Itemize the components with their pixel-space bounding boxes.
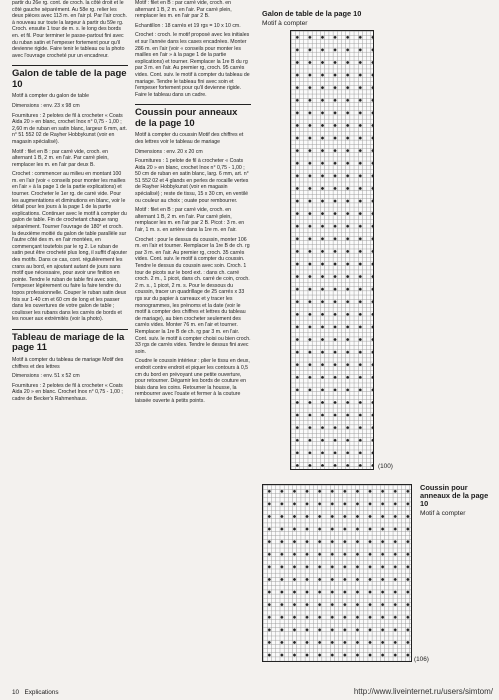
coussin-chart-subtitle: Motif à compter	[420, 510, 466, 517]
watermark-url: http://www.liveinternet.ru/users/simtom/	[353, 687, 493, 696]
tableau-fournitures: Fournitures : 2 pelotes de fil à crocheter « Coats Aida 20 » en blanc. Crochet Inox n° 0,75 - 1,00 ; cadre de Becker's Rahmenhaus.	[12, 382, 123, 402]
galon-motif: Motif à compter du galon de table	[12, 93, 89, 100]
galon-dimensions: Dimensions : env. 23 x 98 cm	[12, 102, 80, 109]
galon-heading: Galon de table de la page 10	[12, 68, 127, 90]
coussin-row-label: (106)	[414, 656, 429, 663]
galon-row-label: (100)	[378, 463, 393, 470]
coussin-coudre: Coudre le coussin intérieur : plier le tissu en deux, endroit contre endroit et piquer les contours à 0,5 cm du bord en prévoyant une petite ouverture, pour retourner. Dégarnir les bords de couture en biais dans les coins. Retourner la housse, la rembourrer avec l'ouate et fermer à la couture laissée ouverte à petits points.	[135, 358, 250, 404]
tableau-echantillon: Echantillon : 18 carrés et 19 rgs = 10 x 10 cm.	[135, 22, 241, 29]
coussin-fournitures: Fournitures : 1 pelote de fil à crocheter « Coats Aida 20 » en blanc, crochet Inox n° 0,75 - 1,00 ; 50 cm de ruban en satin blanc, larg. 6 mm, art. n° 51 552 02 et 4 glands en perles de rocaille vertes de Rayher Hobbykunst (voir en magasin spécialisé) ; reste de tissu, 15 x 30 cm, en ventilé ou couleur au choix ; ouate pour rembourrer.	[135, 158, 249, 204]
tableau-motif: Motif à compter du tableau de mariage Motif des chiffres et des lettres	[12, 356, 124, 370]
intro-text: partir du 26e rg. cont. de croch. la côté droit et le côté gauche séparément. Au 58e rg. relier les deux pièces avec 113 m. en l'air pl. Par l'air croch. à nouveau sur toute la largeur à partir du 59e rg. Croch. ensuite 1 tour de m. s. le long des bords en. et fil. Pour terminer le passe-partout fini avec du ruban satin et l'empeser fortement pour qu'il devienne rigide. Faire tenir le tableau ou la photo avec l'ouvrage crocheté pur un encadreur.	[12, 0, 127, 59]
coussin-heading: Coussin pour anneaux de la page 10	[135, 107, 238, 129]
section-divider	[12, 65, 128, 66]
galon-chart-title: Galon de table de la page 10	[262, 9, 362, 18]
coussin-dimensions: Dimensions : env. 20 x 20 cm	[135, 148, 203, 155]
page-number: 10	[12, 689, 20, 696]
galon-chart-grid	[290, 30, 374, 470]
galon-crochet: Crochet : commencer au milieu en montant 100 m. en l'air (voir « conseils pour monter les mailles en l'air » à la page 1 de la partie explications) et tourner. Crocheter le 1er rg. de carré vide. Pour les augmentations et diminutions en blanc, voir le détail pour les jours à la page 1 de la partie explications. Continuer avec le motif à compter du galon de table. Fin de crochetant chaque rang séparément. Tourner l'ouvrage de 180° et croch. la deuxième moitié du galon de table parallèle sur l'autre côté des m. en l'air montées, en commençant toutefois par le rg 2. Le ruban de satin peut être crocheté plus long, il suffit d'ajouter des motifs. Dans ce cas, cont. régulièrement les crans au bord, en ajoutant autant de jours sans motif que nécessaire, pour avoir une finition en pointe. Tendre le ruban de table fini avec soin, l'empeser légèrement ou faire la faire tendre du topos professionnelle. Couper le ruban satin deux fois sur 1-40 cm et 60 cm de long et les passer dans les ouvertures de votre galon de table ; coulisser les rubans dans les carrés de bords et les nouer aux extrémités (voir la photo).	[12, 171, 128, 323]
coussin-chart-title: Coussin pour anneaux de la page 10	[420, 483, 489, 509]
tableau-crochet: Crochet : croch. le motif proposé avec les initiales et sur l'année dans les cases encadrées. Monter 286 m. en l'air (voir « conseils pour monter les mailles en l'air » à la page 1 de la partie explications) et tourner. Remplacer la 1re B du rg par 3 m. en l'air. Au premier rg, croch. 95 carrés vides. Cont. suiv. le motif à compter du tableau de mariage. Tendre le tableau fini avec soin et l'empeser fortement pour qu'il devienne rigide. Faire le tableau dans un cadre.	[135, 32, 250, 98]
section-label: Explications	[24, 689, 59, 696]
galon-fournitures: Fournitures : 2 pelotes de fil à crocheter « Coats Aida 20 » en blanc, crochet Inox n° 0,75 - 1,00 ; 2,60 m de ruban en satin blanc, largeur 6 mm, art. n° 51 552 02 de Rayher Hobbykunst (voir en magasin spécialisé).	[12, 112, 128, 145]
coussin-motif-detail: Motif : filet en B : par carré vide, croch. en alternant 1 B, 2 m. en l'air. Par carré plein, remplacer les m. en l'air par 2 B. Picot : 3 m. en l'air, 1 m. s. en arrière dans la 1re m. en l'air.	[135, 207, 245, 234]
tableau-motif-detail: Motif : filet en B : par carré vide, croch. en alternant 1 B, 2 m. en l'air. Par carré plein, remplacer les m. en l'air par 2 B.	[135, 0, 232, 20]
section-divider	[135, 104, 251, 105]
middle-column	[135, 0, 251, 407]
section-divider	[12, 329, 128, 330]
galon-motif-detail: Motif : filet en B : par carré vide, croch. en alternant 1 B, 2 m. en l'air. Par carré plein, remplacer les m. en l'air par deux B.	[12, 148, 109, 168]
page-footer	[12, 689, 59, 696]
coussin-crochet: Crochet : pour le dessus du coussin, monter 106 m. en l'air et tourner. Remplacer la 1re B de ch. rg par 3 m. en l'air. Au premier rg, croch. 35 carrés vides. Cont. suiv. le motif à compter du coussin. Tendre le dessus du coussin avec soin. Croch. 1 tour de picots sur le bord ext. : dans ch. carré croch. 2 m., 1 picot, dans ch. carré de coin, croch. 2 m. s., 1 picot, 2 m. s. Pour le dessous du coussin, tracer un quadrillage de 25 carrés x 33 rgs sur du papier à carreaux et y tracer les monogrammes, les prénoms et la date (voir le motif à compter des chiffres et lettres du tableau de mariage), au bien crocheter seulement des carrés vides. Monter 76 m. en l'air et tourner. Remplacer la 1re B de ch. rg par 3 m. en l'air. Cont. suiv. le motif à compter choisi ou bien croch. 33 rgs de carrés vides. Tendre le dessus fini avec soin.	[135, 236, 251, 355]
coussin-motif: Motif à compter du coussin Motif des chiffres et des lettres voir le tableau de mariage	[135, 132, 244, 145]
galon-chart-subtitle: Motif à compter	[262, 20, 308, 27]
tableau-dimensions: Dimensions : env. 51 x 52 cm	[12, 373, 80, 380]
left-column	[12, 0, 128, 406]
coussin-chart-grid	[262, 484, 412, 662]
tableau-heading: Tableau de mariage de la page 11	[12, 331, 125, 354]
